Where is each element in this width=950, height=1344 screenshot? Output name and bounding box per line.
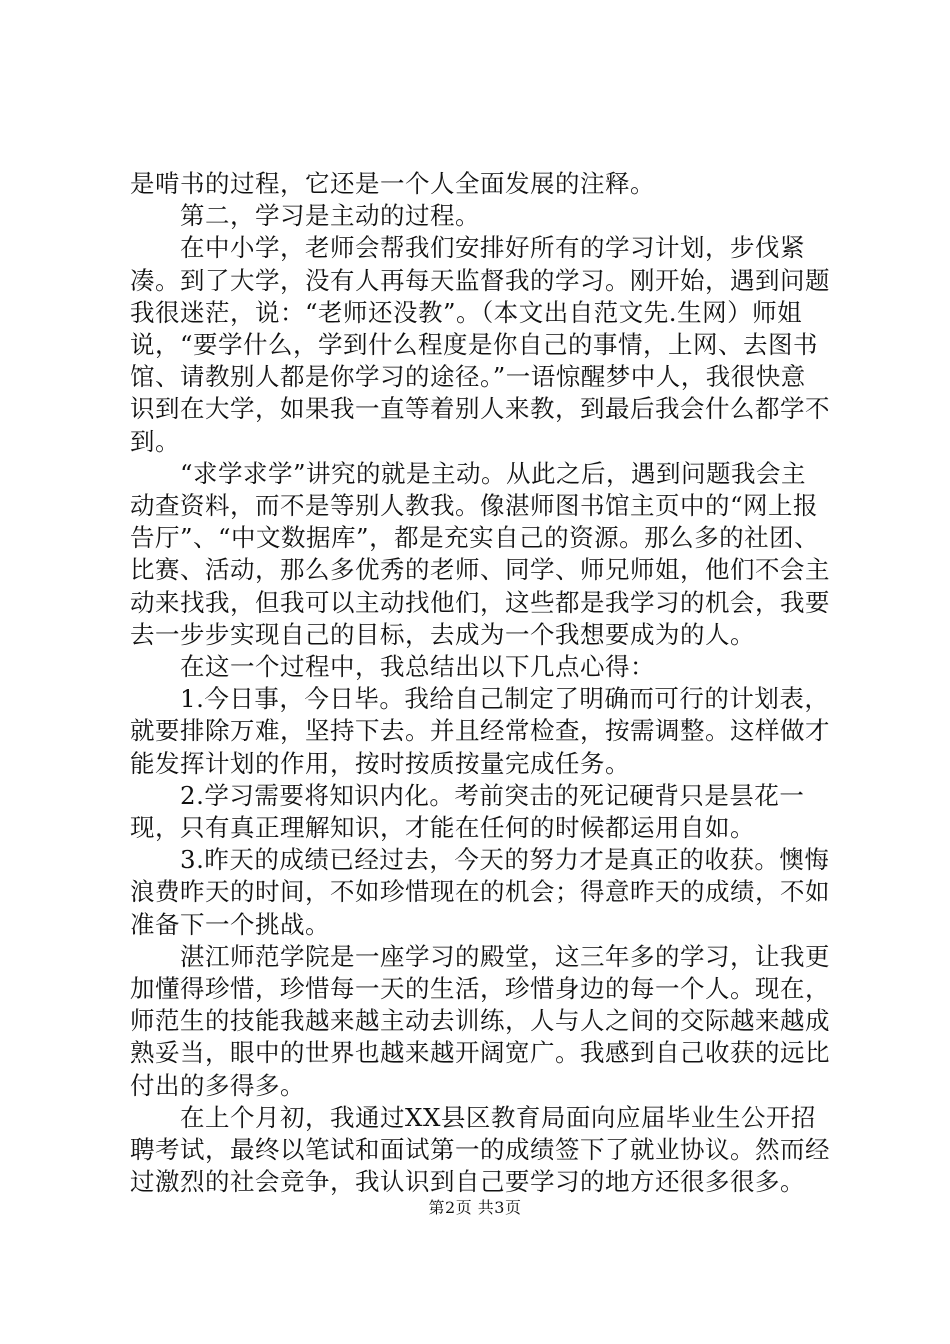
document-body <box>130 168 830 1199</box>
list-item: 2.学习需要将知识内化。考前突击的死记硬背只是昙花一现，只有真正理解知识，才能在任何的时候都运用自如。 <box>130 780 805 843</box>
paragraph: 在中小学，老师会帮我们安排好所有的学习计划，步伐紧凑。到了大学，没有人再每天监督我的学习。刚开始，遇到问题我很迷茫，说：“老师还没教”。（本文出自范文先.生网）师姐说，“要学什么，学到什么程度是你自己的事情，上网、去图书馆、请教别人都是你学习的途径。”一语惊醒梦中人，我很快意识到在大学，如果我一直等着别人来教，到最后我会什么都学不到。 <box>130 233 830 456</box>
paragraph-heading-second: 第二，学习是主动的过程。 <box>180 201 480 231</box>
paragraph: 在上个月初，我通过XX县区教育局面向应届毕业生公开招聘考试，最终以笔试和面试第一的成绩签下了就业协议。然而经过激烈的社会竞争，我认识到自己要学习的地方还很多很多。 <box>130 1102 830 1197</box>
paragraph: 在这一个过程中，我总结出以下几点心得： <box>180 652 655 682</box>
paragraph: “求学求学”讲究的就是主动。从此之后，遇到问题我会主动查资料，而不是等别人教我。像湛师图书馆主页中的“网上报告厅”、“中文数据库”，都是充实自己的资源。那么多的社团、比赛、活动，那么多优秀的老师、同学、师兄师姐，他们不会主动来找我，但我可以主动找他们，这些都是我学习的机会，我要去一步步实现自己的目标，去成为一个我想要成为的人。 <box>130 458 830 649</box>
page-footer: 第2页 共3页 <box>428 1198 522 1217</box>
paragraph-continuation: 是啃书的过程，它还是一个人全面发展的注释。 <box>130 169 655 198</box>
paragraph: 湛江师范学院是一座学习的殿堂，这三年多的学习，让我更加懂得珍惜，珍惜每一天的生活，珍惜身边的每一个人。现在，师范生的技能我越来越主动去训练，人与人之间的交际越来越成熟妥当，眼中的世界也越来越开阔宽广。我感到自己收获的远比付出的多得多。 <box>130 941 830 1100</box>
list-item: 1.今日事，今日毕。我给自己制定了明确而可行的计划表，就要排除万难，坚持下去。并且经常检查，按需调整。这样做才能发挥计划的作用，按时按质按量完成任务。 <box>130 684 830 778</box>
list-item: 3.昨天的成绩已经过去，今天的努力才是真正的收获。懊悔浪费昨天的时间，不如珍惜现在的机会；得意昨天的成绩，不如准备下一个挑战。 <box>130 845 830 939</box>
